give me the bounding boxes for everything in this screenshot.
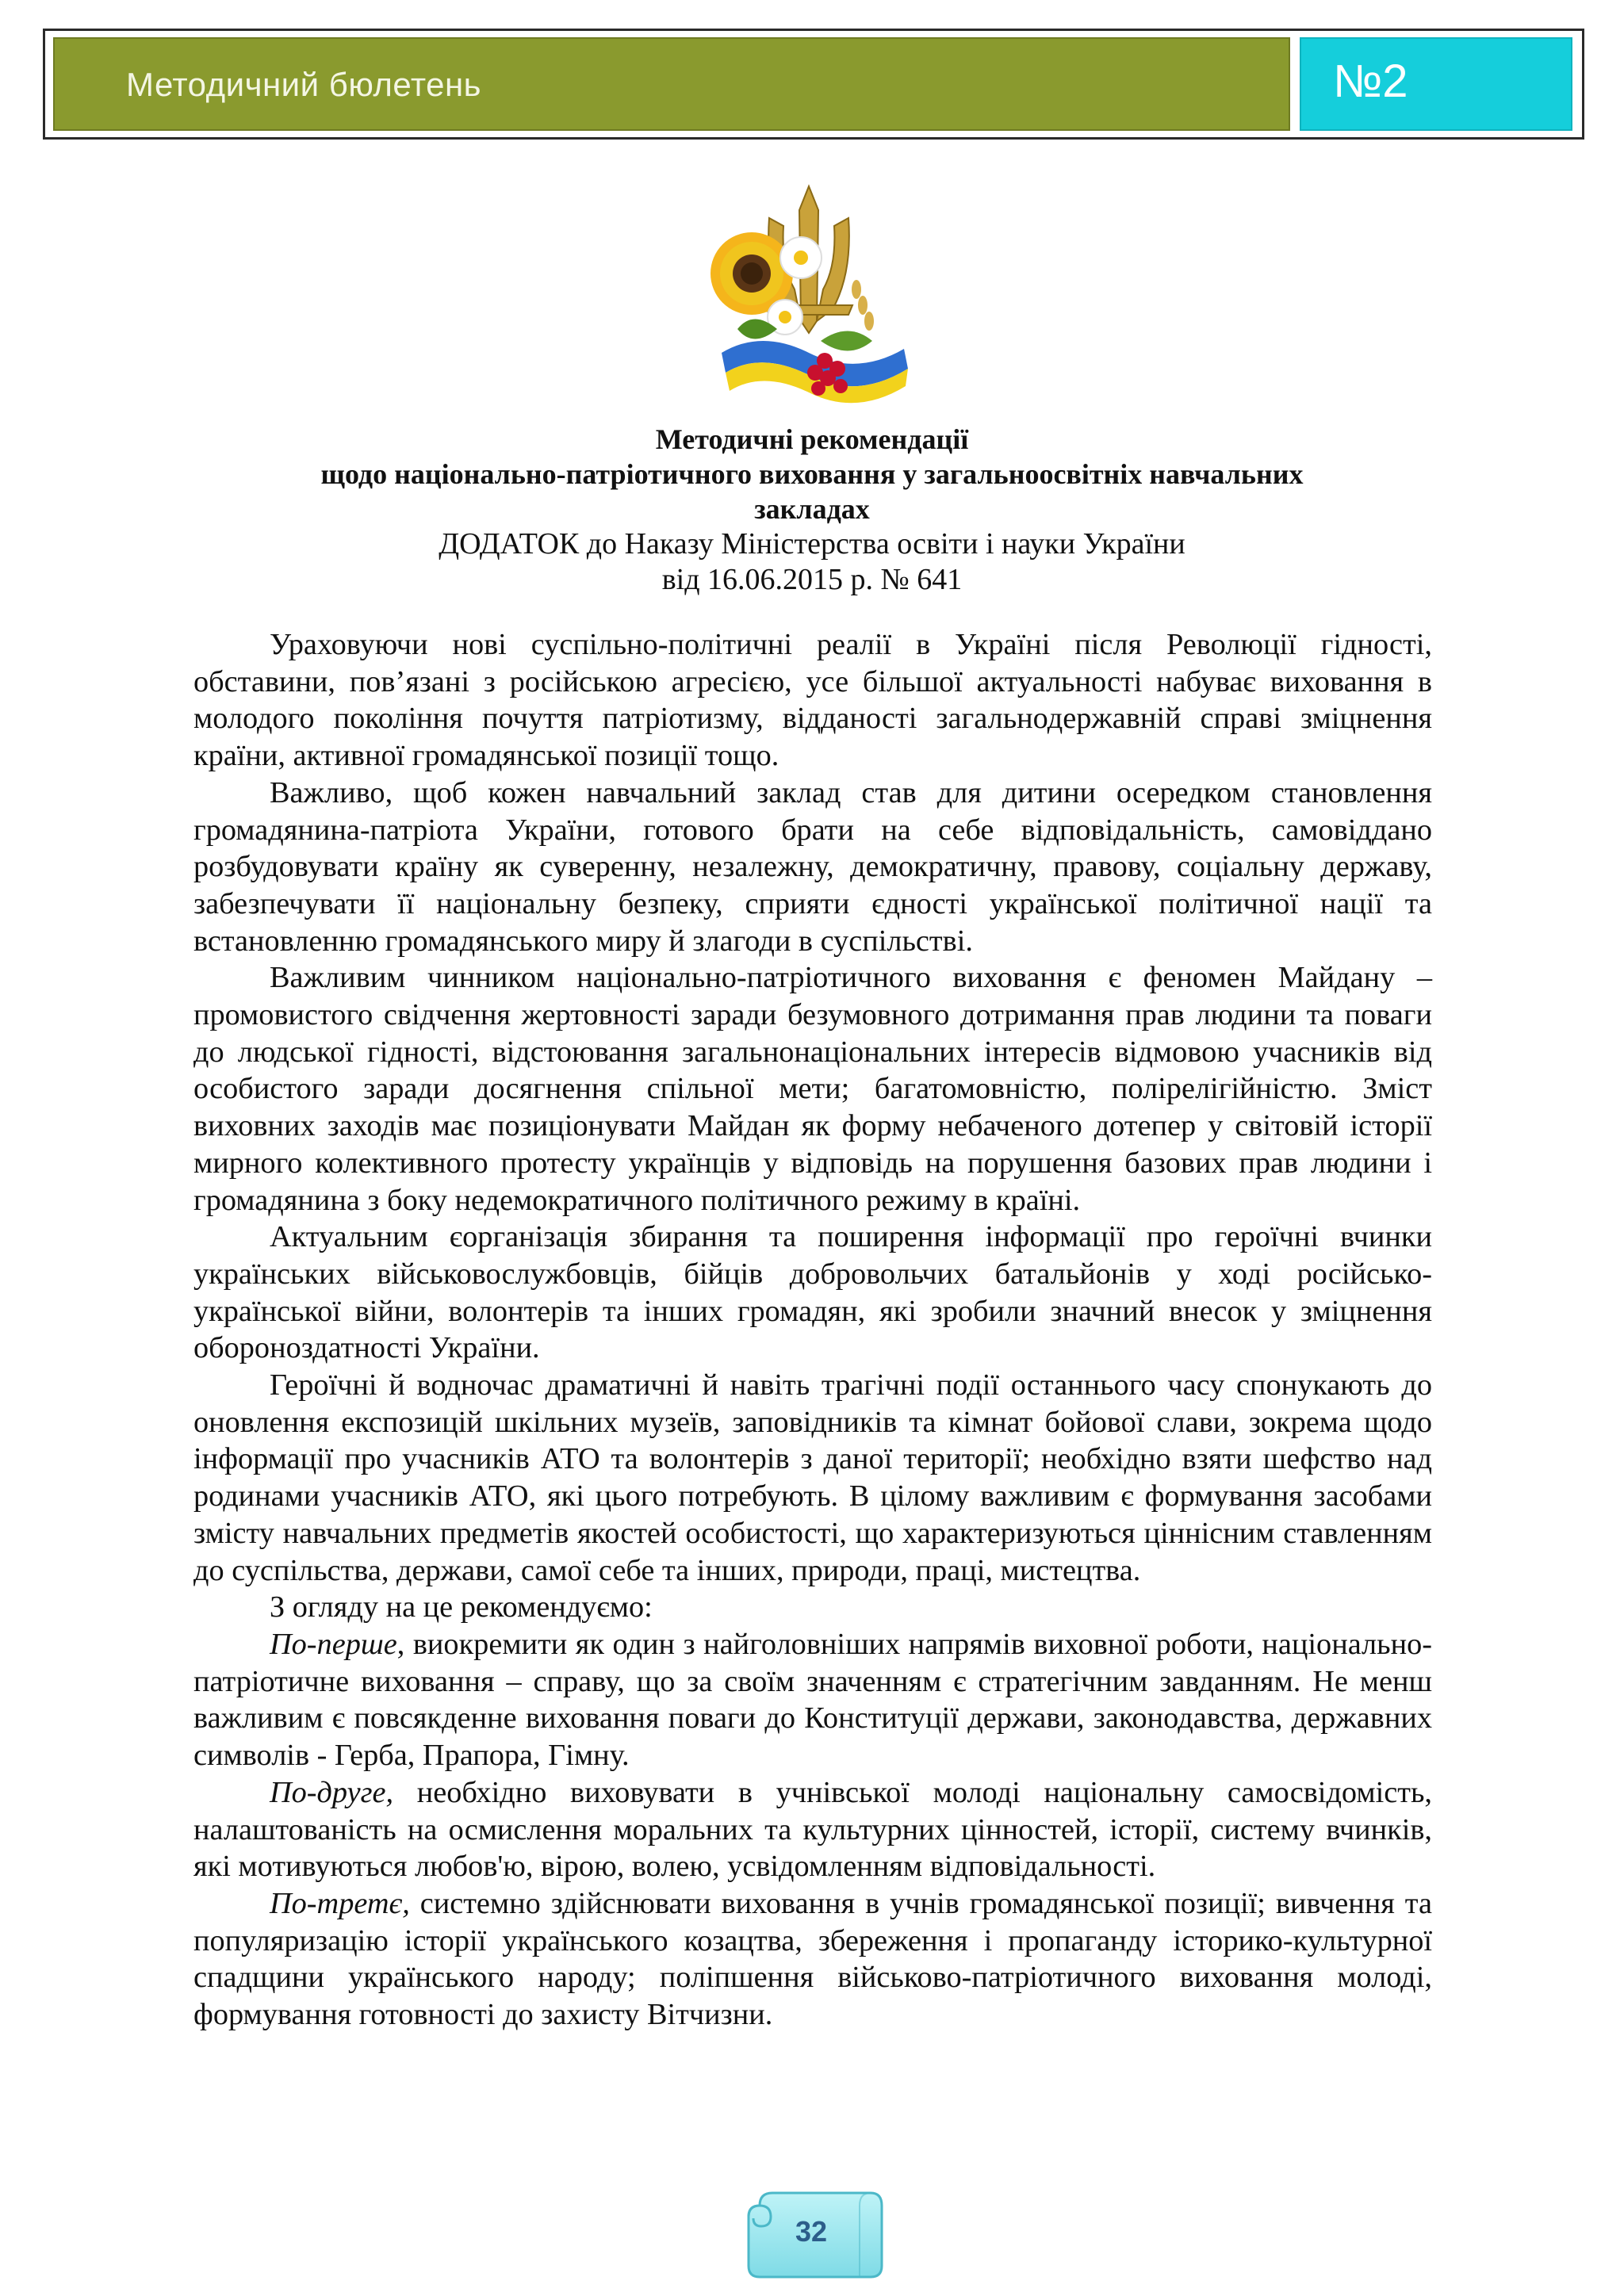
paragraph: Важливим чинником національно-патріотичного виховання є феномен Майдану – промовистого свідчення жертовності заради безумовного дотримання прав людини та поваги до людської гідності, відстоювання загальнонаціональних інтересів відмовою учасників від особистого заради досягнення спільної мети; багатомовністю, полірелігійністю. Зміст виховних заходів має позиціонувати Майдан як форму небаченого дотепер у світовій історії мирного колективного протесту українців у відповідь на порушення базових прав людини і громадянина з боку недемократичного політичного режиму в країні. xyxy=(193,961,1432,1217)
paragraph-text: системно здійснювати виховання в учнів громадянської позиції; вивчення та популяризацію історії українського козацтва, збереження і пропаганду історико-культурної спадщини українського народу; поліпшення військово-патріотичного виховання молоді, формування готовності до захисту Вітчизни. xyxy=(193,1886,1432,2032)
emphasis: По-третє, xyxy=(270,1886,410,1920)
document-title-block xyxy=(159,422,1465,598)
paragraph-text: , виокремити як один з найголовніших напрямів виховної роботи, національно-патріотичне виховання – справу, що за своїм значенням є стратегічним завданням. Не менш важливим є повсякденне виховання поваги до Конституції держави, законодавства, державних символів - Герба, Прапора, Гімну. xyxy=(193,1627,1432,1773)
paragraph: Актуальним єорганізація збирання та поширення інформації про героїчні вчинки українських військовослужбовців, бійців добровольчих батальйонів у ході російсько-української війни, волонтерів та інших громадян, які зробили значний внесок у зміцнення обороноздатності України. xyxy=(193,1220,1432,1365)
header-title-bar xyxy=(53,37,1290,131)
doc-title-line2: щодо національно-патріотичного виховання у загальноосвітніх навчальних xyxy=(320,458,1304,490)
paragraph xyxy=(193,1626,1432,1774)
issue-number: №2 xyxy=(1333,55,1408,107)
document-body xyxy=(193,626,1432,2034)
page-number-scroll xyxy=(736,2182,887,2286)
paragraph-text: необхідно виховувати в учнівської молоді національну самосвідомість, налаштованість на осмислення моральних та культурних цінностей, історії, систему вчинків, які мотивуються любов'ю, вірою, волею, усвідомленням відповідальності. xyxy=(193,1775,1432,1884)
paragraph: З огляду на це рекомендуємо: xyxy=(270,1590,653,1624)
doc-title-line3: закладах xyxy=(754,493,870,525)
bulletin-header xyxy=(43,29,1584,140)
paragraph: Важливо, щоб кожен навчальний заклад став для дитини осередком становлення громадянина-патріота України, готового брати на себе відповідальність, самовіддано розбудовувати країну як суверенну, незалежну, демократичну, правову, соціальну державу, забезпечувати її національну безпеку, сприяти єдності української політичної нації та встановленню громадянського миру й злагоди в суспільстві. xyxy=(193,775,1432,958)
emphasis: По-друге, xyxy=(270,1775,394,1809)
issue-number-box xyxy=(1300,37,1572,131)
paragraph: Героїчні й водночас драматичні й навіть трагічні події останнього часу спонукають до оновлення експозицій шкільних музеїв, заповідників та кімнат бойової слави, зокрема щодо інформації про учасників АТО та волонтерів з даної території; необхідно взяти шефство над родинами учасників АТО, які цього потребують. В цілому важливим є формування засобами змісту навчальних предметів якостей особистості, що характеризуються ціннісним ставленням до суспільства, держави, самої себе та інших, природи, праці, мистецтва. xyxy=(193,1368,1432,1587)
doc-subtitle-line2: від 16.06.2015 р. № 641 xyxy=(661,563,963,596)
paragraph: Ураховуючи нові суспільно-політичні реалії в Україні після Революції гідності, обставини, пов’язані з російською агресією, усе більшої актуальності набуває виховання в молодого покоління почуття патріотизму, відданості загальнодержавній справі зміцнення країни, активної громадянської позиції тощо. xyxy=(193,628,1432,773)
paragraph xyxy=(193,1885,1432,2034)
page-number: 32 xyxy=(795,2215,828,2248)
trident-emblem-icon xyxy=(690,170,928,416)
paragraph xyxy=(193,1774,1432,1885)
bulletin-title: Методичний бюлетень xyxy=(126,66,482,103)
doc-title-line1: Методичні рекомендації xyxy=(655,423,969,455)
emphasis: По-перше xyxy=(270,1627,397,1661)
doc-subtitle-line1: ДОДАТОК до Наказу Міністерства освіти і науки України xyxy=(439,527,1185,561)
